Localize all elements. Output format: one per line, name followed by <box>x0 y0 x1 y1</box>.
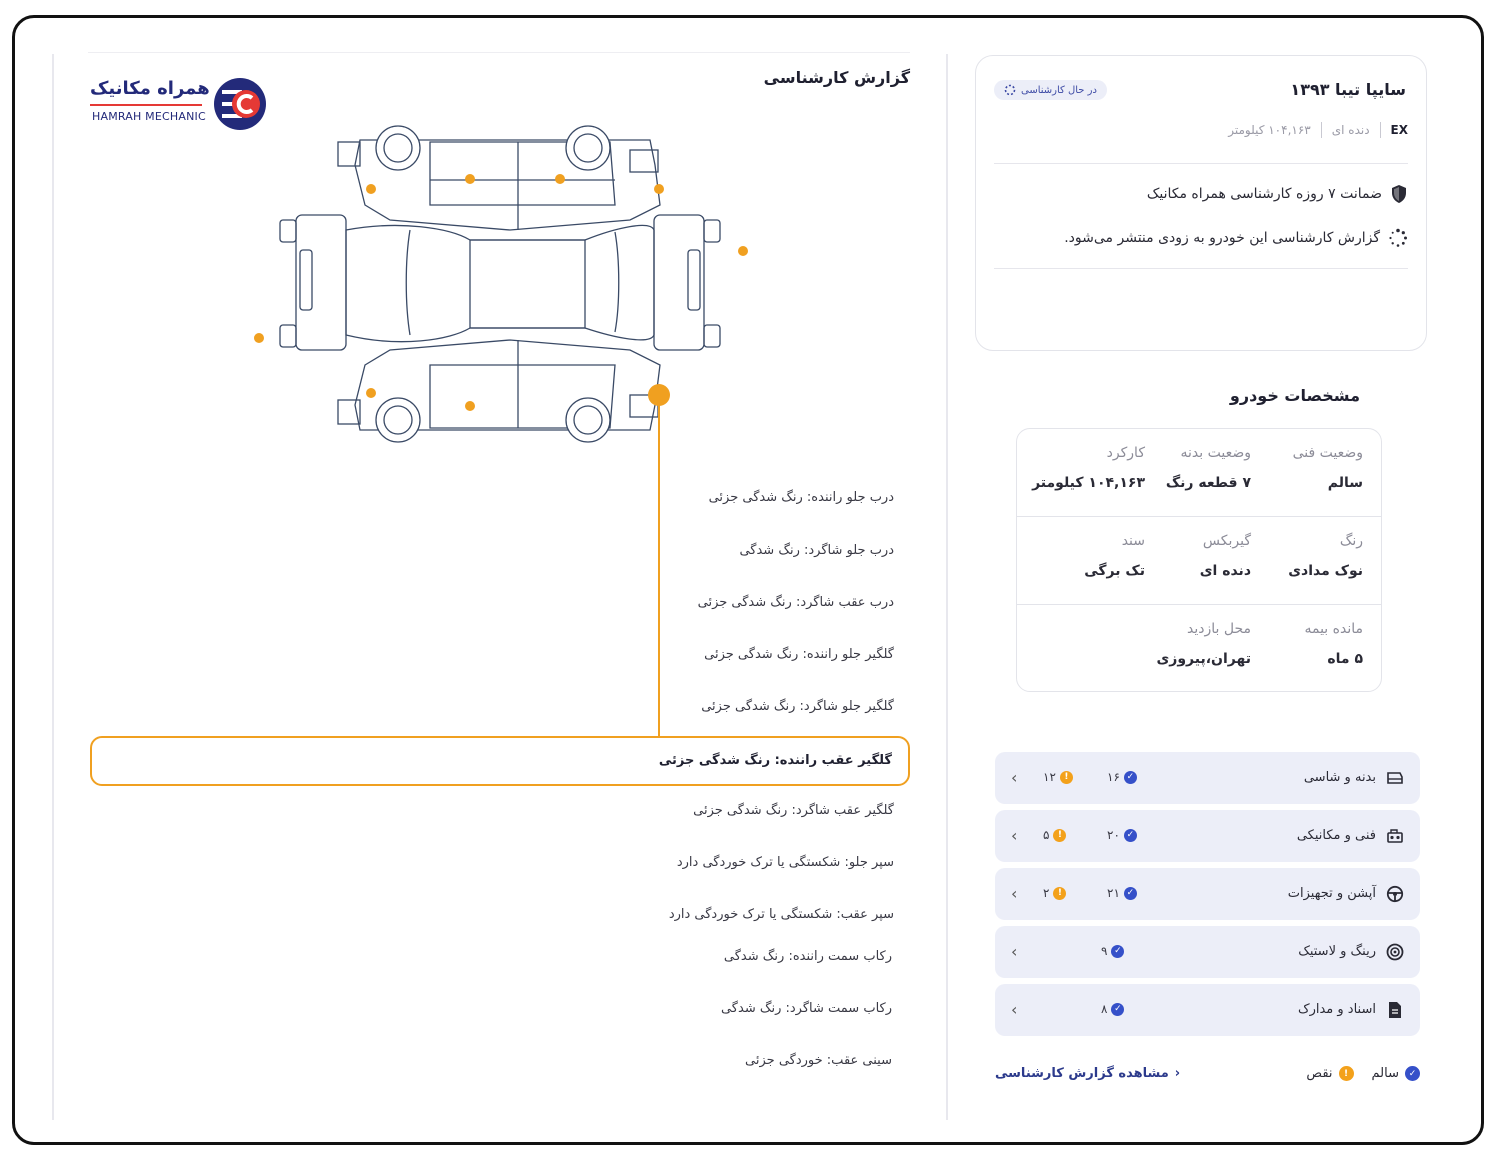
leader-line <box>658 396 660 736</box>
category-name: رینگ و لاستیک <box>1298 944 1376 959</box>
check-icon: ✓ <box>1111 1003 1124 1016</box>
spec-value: تهران،پیروزی <box>1156 651 1251 667</box>
spec-cell <box>1141 605 1251 667</box>
check-icon: ✓ <box>1124 829 1137 842</box>
report-notice-row <box>1064 228 1408 248</box>
ok-count-value: ۲۰ <box>1107 828 1120 842</box>
ok-count <box>1107 770 1137 784</box>
spec-label: وضعیت فنی <box>1292 445 1363 461</box>
warn-count <box>1043 828 1066 842</box>
loading-icon <box>1388 228 1408 248</box>
damage-marker[interactable] <box>254 333 264 343</box>
damage-item[interactable]: درب جلو شاگرد: رنگ شدگی <box>739 543 894 558</box>
damage-marker-active[interactable] <box>648 384 670 406</box>
meta-separator <box>1321 122 1322 138</box>
damage-item[interactable]: رکاب سمت شاگرد: رنگ شدگی <box>720 1001 892 1016</box>
document-icon <box>1386 1001 1404 1019</box>
check-icon: ✓ <box>1124 887 1137 900</box>
card-divider <box>994 163 1408 164</box>
category-technical[interactable] <box>995 810 1420 862</box>
card-divider <box>994 268 1408 269</box>
spec-cell <box>1020 429 1145 491</box>
warn-count-value: ۵ <box>1043 828 1050 842</box>
warning-icon: ! <box>1060 771 1073 784</box>
report-notice-text: گزارش کارشناسی این خودرو به زودی منتشر می‌شود. <box>1064 230 1380 246</box>
specs-row <box>1017 605 1381 693</box>
summary-card <box>975 55 1427 351</box>
ok-count-value: ۸ <box>1101 1002 1108 1016</box>
view-report-link[interactable] <box>995 1066 1180 1081</box>
spec-cell <box>1253 605 1363 667</box>
chevron-left-icon: ‹ <box>1011 1000 1018 1019</box>
damage-item[interactable]: سپر عقب: شکستگی یا ترک خوردگی دارد <box>668 907 894 922</box>
damage-item[interactable]: درب عقب شاگرد: رنگ شدگی جزئی <box>697 595 894 610</box>
mileage-label: ۱۰۴,۱۶۳ کیلومتر <box>1228 123 1311 137</box>
car-meta <box>1228 122 1408 138</box>
ok-count <box>1107 886 1137 900</box>
category-options[interactable] <box>995 868 1420 920</box>
warning-icon: ! <box>1339 1066 1354 1081</box>
damage-marker[interactable] <box>654 184 664 194</box>
shield-icon <box>1390 184 1408 204</box>
spec-label: محل بازدید <box>1187 621 1251 637</box>
logo-underline <box>90 104 202 106</box>
ok-count <box>1101 944 1124 958</box>
damage-item[interactable]: سینی عقب: خوردگی جزئی <box>745 1053 892 1068</box>
category-name: فنی و مکانیکی <box>1296 828 1376 843</box>
gearbox-label: دنده ای <box>1331 123 1370 137</box>
chevron-left-icon: ‹ <box>1011 826 1018 845</box>
category-name: آپشن و تجهیزات <box>1287 886 1376 901</box>
damage-item[interactable]: گلگیر جلو راننده: رنگ شدگی جزئی <box>704 647 894 662</box>
spec-cell <box>1141 517 1251 579</box>
damage-marker[interactable] <box>465 174 475 184</box>
damage-item[interactable]: گلگیر جلو شاگرد: رنگ شدگی جزئی <box>701 699 894 714</box>
guarantee-row <box>1147 184 1408 204</box>
category-name: اسناد و مدارک <box>1297 1002 1376 1017</box>
category-documents[interactable] <box>995 984 1420 1036</box>
damage-item[interactable]: رکاب سمت راننده: رنگ شدگی <box>723 949 892 964</box>
car-title: سایپا تیبا ۱۳۹۳ <box>1290 80 1406 99</box>
spec-label: کارکرد <box>1106 445 1145 461</box>
legend-warn-label: نقص <box>1306 1066 1333 1081</box>
ok-count-value: ۹ <box>1101 944 1108 958</box>
spec-value: ۵ ماه <box>1327 651 1363 667</box>
view-report-label: مشاهده گزارش کارشناسی <box>995 1066 1169 1081</box>
check-icon: ✓ <box>1124 771 1137 784</box>
left-edge-line <box>52 54 54 1120</box>
damage-item[interactable]: درب جلو راننده: رنگ شدگی جزئی <box>708 490 894 505</box>
spec-label: رنگ <box>1339 533 1363 549</box>
chevron-left-icon: ‹ <box>1011 884 1018 903</box>
damage-marker[interactable] <box>465 401 475 411</box>
specs-card <box>1016 428 1382 692</box>
damage-marker[interactable] <box>366 184 376 194</box>
logo-text-en: HAMRAH MECHANIC <box>92 110 206 123</box>
brand-logo <box>88 74 268 134</box>
chevron-left-icon: ‹ <box>1174 1066 1181 1081</box>
warn-count-value: ۲ <box>1043 886 1050 900</box>
check-icon: ✓ <box>1405 1066 1420 1081</box>
warn-count <box>1043 770 1073 784</box>
spec-value: ۱۰۴,۱۶۳ کیلومتر <box>1032 475 1145 491</box>
car-top-rear <box>296 215 346 350</box>
warn-count-value: ۱۲ <box>1043 770 1056 784</box>
spec-value: تک برگی <box>1084 563 1145 579</box>
chevron-left-icon: ‹ <box>1011 942 1018 961</box>
warn-count <box>1043 886 1066 900</box>
damage-item[interactable]: سپر جلو: شکستگی یا ترک خوردگی دارد <box>676 855 894 870</box>
category-tires[interactable] <box>995 926 1420 978</box>
legend-ok-label: سالم <box>1371 1066 1399 1081</box>
chevron-left-icon: ‹ <box>1011 768 1018 787</box>
car-diagram <box>270 120 740 450</box>
spec-value: نوک مدادی <box>1288 563 1363 579</box>
specs-title: مشخصات خودرو <box>1229 386 1360 405</box>
spec-cell <box>1253 429 1363 491</box>
ok-count <box>1101 1002 1124 1016</box>
specs-row <box>1017 517 1381 605</box>
logo-text-fa: همراه مکانیک <box>90 78 210 99</box>
engine-icon <box>1386 827 1404 845</box>
ok-count-value: ۲۱ <box>1107 886 1120 900</box>
trim-label: EX <box>1390 123 1408 137</box>
meta-separator <box>1380 122 1381 138</box>
legend <box>1306 1066 1420 1081</box>
report-title: گزارش کارشناسی <box>763 68 910 87</box>
top-rule <box>88 52 910 53</box>
spec-label: مانده بیمه <box>1304 621 1363 637</box>
spec-value: سالم <box>1327 475 1363 491</box>
damage-item[interactable]: گلگیر عقب شاگرد: رنگ شدگی جزئی <box>693 803 894 818</box>
damage-item-active[interactable]: گلگیر عقب راننده: رنگ شدگی جزئی <box>658 753 892 768</box>
status-badge-label: در حال کارشناسی <box>1021 84 1097 96</box>
tire-icon <box>1386 943 1404 961</box>
spec-value: دنده ای <box>1199 563 1251 579</box>
category-body-chassis[interactable] <box>995 752 1420 804</box>
ok-count-value: ۱۶ <box>1107 770 1120 784</box>
warning-icon: ! <box>1053 887 1066 900</box>
spec-cell <box>1141 429 1251 491</box>
car-body-icon <box>1386 769 1404 787</box>
spec-label: وضعیت بدنه <box>1180 445 1251 461</box>
spec-label: گیربکس <box>1202 533 1251 549</box>
logo-mark-icon <box>212 76 268 132</box>
damage-marker[interactable] <box>738 246 748 256</box>
damage-marker[interactable] <box>555 174 565 184</box>
loading-icon <box>1004 84 1016 96</box>
ok-count <box>1107 828 1137 842</box>
warning-icon: ! <box>1053 829 1066 842</box>
spec-cell <box>1253 517 1363 579</box>
panel-divider <box>946 54 948 1120</box>
status-badge <box>994 80 1107 100</box>
specs-row <box>1017 429 1381 517</box>
guarantee-text: ضمانت ۷ روزه کارشناسی همراه مکانیک <box>1146 186 1382 202</box>
category-name: بدنه و شاسی <box>1303 770 1376 785</box>
spec-cell <box>1020 517 1145 579</box>
spec-value: ۷ قطعه رنگ <box>1165 475 1251 491</box>
steering-wheel-icon <box>1386 885 1404 903</box>
spec-label: سند <box>1121 533 1145 549</box>
check-icon: ✓ <box>1111 945 1124 958</box>
damage-marker[interactable] <box>366 388 376 398</box>
